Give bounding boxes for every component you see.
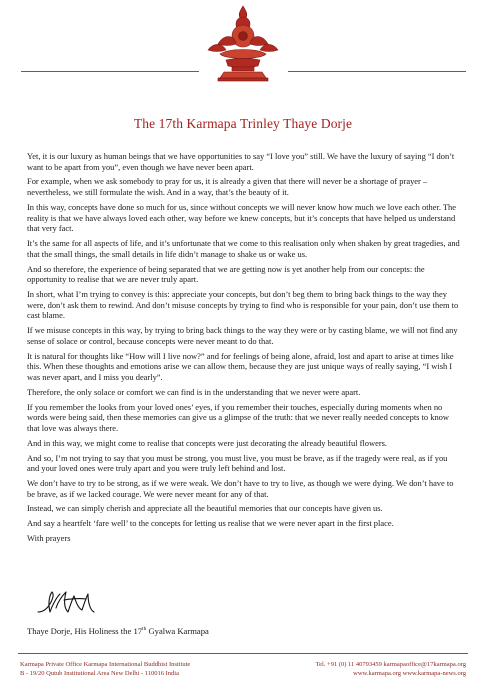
footer-websites[interactable]: www.karmapa.org www.karmapa-news.org [353,670,466,678]
header-rule-left [21,71,199,72]
karmapa-emblem-icon [200,4,286,86]
paragraph: We don’t have to try to be strong, as if we were weak. We don’t have to try to live, as though we were dying. We don’t have to be brave, as if we lacked courage. We were never meant for any of that. [27,478,454,499]
signoff: With prayers [27,533,71,544]
signatory-name-ordinal: th [142,626,147,633]
paragraph: Instead, we can simply cherish and appreciate all the beautiful memories that our concepts have given us. [27,503,383,514]
page-title: The 17th Karmapa Trinley Thaye Dorje [133,116,353,131]
letter-body [27,151,461,548]
paragraph: And so, I’m not trying to say that you must be strong, you must live, you must be brave, as if the tragedy were real, as if you and your loved ones were truly apart and you were truly left behind and lost. [27,452,448,474]
handwritten-signature [34,582,104,622]
footer-address [20,660,190,678]
header-rule-right [288,71,466,72]
footer-contact [316,660,466,678]
paragraph: In short, what I’m trying to convey is this: appreciate your concepts, but don’t beg them to bring back things to the way they were, don’t ask them to rewind. And don’t misuse concepts by trying to find who is responsible for your pain, don’t use them to cast blame. [27,289,459,321]
footer-office-line: Karmapa Private Office Karmapa International Buddhist Institute [20,661,191,668]
footer-phone-email[interactable]: Tel. +91 (0) 11 40793459 karmapaoffice@17karmapa.org [315,661,466,668]
paragraph: In this way, concepts have done so much for us, since without concepts we will never know how much we love each other. The reality is that we have always loved each other, way before we knew concepts, but it’s concepts that have helped us understand that very fact. [27,201,457,234]
paragraph: Yet, it is our luxury as human beings that we have opportunities to say “I love you” still. We have the luxury of saying “I don’t want to be apart from you”, even though we have never been apart. [27,151,455,172]
footer-rule [18,653,468,654]
footer-address-line: B - 19/20 Qutub Institutional Area New Delhi - 110016 India [20,670,179,678]
paragraph: It’s the same for all aspects of life, and it’s unfortunate that we come to this realisation only when shaken by great tragedies, and that the small things, the small details in life didn’t manage to shake us or wake us. [27,238,460,259]
paragraph: And so therefore, the experience of being separated that we are getting now is yet another help from our concepts: the opportunity to realise that we are never truly apart. [27,263,425,285]
paragraph: It is natural for thoughts like “How will I live now?” and for feelings of being alone, afraid, lost and apart to arise at times like this. When these thoughts and emotions arise we can allow them, because they are just unique ways of really saying, “I wish I was never apart, and I miss you dearly”. [27,350,454,382]
signatory-name-prefix: Thaye Dorje, His Holiness the 17 [27,626,143,636]
signatory-name [27,626,209,636]
paragraph: If we misuse concepts in this way, by trying to bring back things to the way they were or by casting blame, we will not find any sense of solace or control, because concepts were never meant to do that. [27,325,458,346]
paragraph: For example, when we ask somebody to pray for us, it is already a given that there will never be a shortage of prayer – nevertheless, we still formulate the wish. And in a way, that’s the beauty of it. [27,176,428,198]
paragraph: And in this way, we might come to realise that concepts were just decorating the already beautiful flowers. [27,437,388,448]
paragraph: Therefore, the only solace or comfort we can find is in the understanding that we never were apart. [27,386,361,397]
paragraph: And say a heartfelt ‘fare well’ to the concepts for letting us realise that we were never apart in the first place. [27,518,394,529]
signatory-name-suffix: Gyalwa Karmapa [146,626,209,636]
paragraph: If you remember the looks from your loved ones’ eyes, if you remember their touches, especially during moments when no words were being said, then these memories can give us a glimpse of the truth: that we never really needed concepts to know that love was always there. [27,401,449,433]
